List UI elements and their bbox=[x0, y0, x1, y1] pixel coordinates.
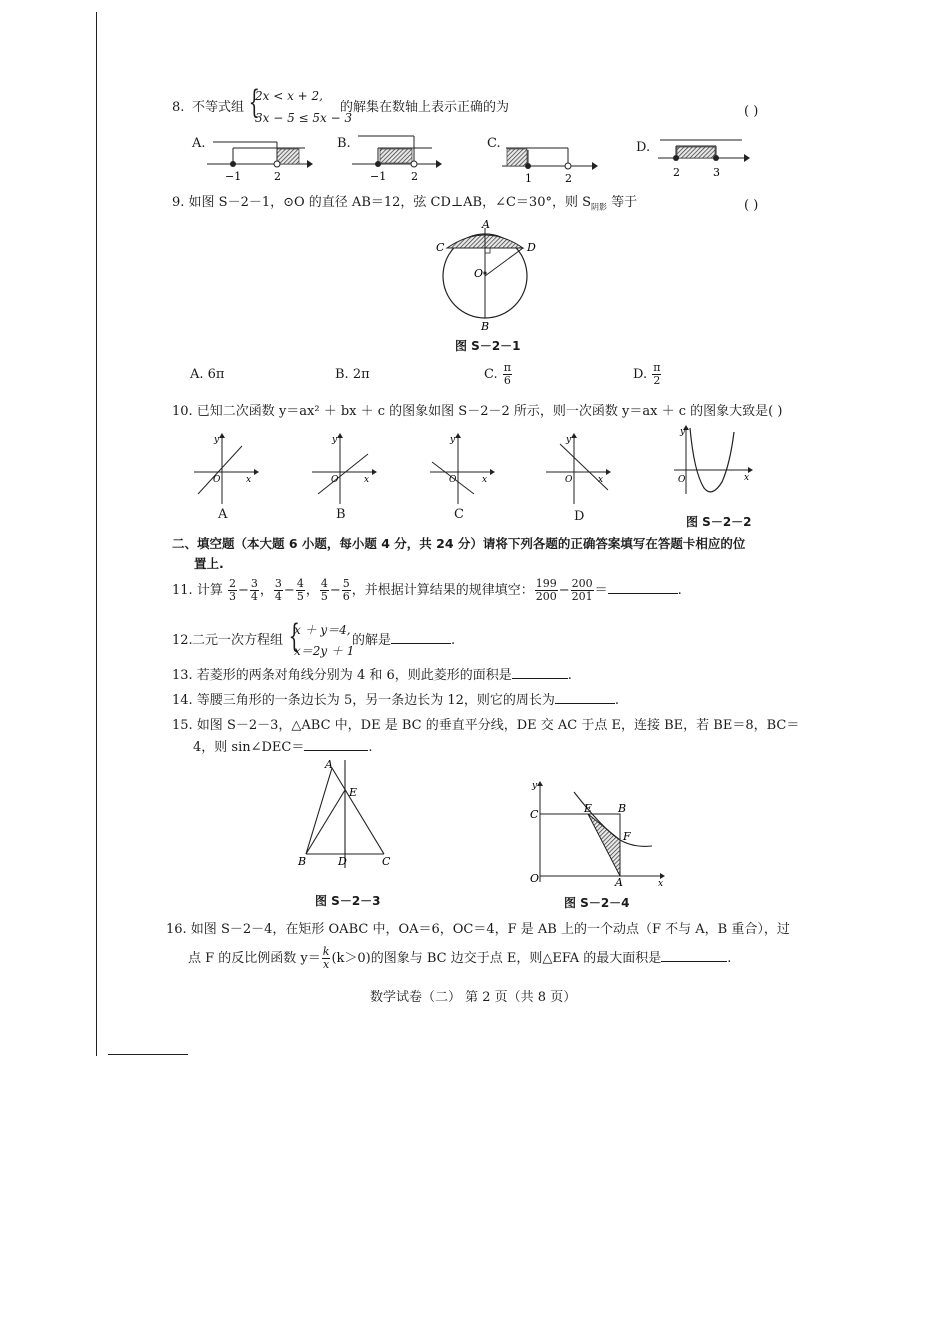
q9-d-den: 2 bbox=[653, 374, 661, 387]
q9-circle-figure bbox=[430, 218, 550, 334]
q11-f3d: 4 bbox=[274, 590, 282, 603]
q8-option-a-numberline bbox=[205, 140, 315, 186]
q8-eq1: 2x < x + 2, bbox=[255, 89, 323, 103]
q15-label-e: E bbox=[349, 786, 358, 799]
q9-c-den: 6 bbox=[503, 374, 511, 387]
q8-option-c-label: C. bbox=[487, 136, 501, 151]
q10-c-y: y bbox=[450, 435, 456, 445]
q16-label-o: O bbox=[530, 872, 540, 885]
q10-d-y: y bbox=[566, 435, 572, 445]
q10-a-x: x bbox=[246, 475, 252, 485]
q8-option-b-numberline bbox=[350, 134, 460, 186]
q16-label-c: C bbox=[530, 808, 539, 821]
q16-kx-fraction bbox=[322, 946, 331, 971]
q16-label-a: A bbox=[615, 876, 623, 888]
q9-label-a: A bbox=[482, 218, 490, 231]
q11-g2n: 200 bbox=[571, 577, 593, 590]
q8-option-d-numberline bbox=[652, 136, 762, 182]
q16-label-f: F bbox=[623, 830, 631, 843]
q13-answer-blank[interactable] bbox=[512, 678, 568, 679]
q9-option-a: A. 6π bbox=[190, 367, 225, 382]
q9-option-d bbox=[633, 362, 662, 387]
q10-a-o: O bbox=[213, 475, 221, 485]
q11-number: 11. bbox=[172, 583, 193, 598]
q10-figure-caption: 图 S－2－2 bbox=[686, 515, 752, 529]
q11-f1n: 2 bbox=[228, 577, 236, 590]
q10-graph-a bbox=[192, 432, 260, 506]
q9-d-num: π bbox=[653, 361, 661, 374]
q10-graph-d bbox=[544, 432, 612, 506]
q8-number: 8. bbox=[172, 100, 185, 115]
q8-prefix: 不等式组 bbox=[192, 100, 245, 115]
q11-prefix: 计算 bbox=[196, 583, 223, 598]
q12-brace: { bbox=[288, 617, 300, 655]
q9-option-c bbox=[484, 362, 513, 387]
q9-label-b: B bbox=[481, 320, 490, 333]
q16-label-x: x bbox=[658, 879, 664, 888]
q16-line2b: (k＞0)的图象与 BC 边交于点 E，则△EFA 的最大面积是 bbox=[331, 951, 662, 966]
q10-graph-d-label: D bbox=[574, 509, 585, 524]
q16-k: k bbox=[322, 945, 330, 958]
q15-line2: 4，则 sin∠DEC＝ . bbox=[193, 740, 373, 755]
q16-answer-blank[interactable] bbox=[661, 961, 727, 962]
q10-parabola-y: y bbox=[680, 427, 686, 437]
q9-option-b: B. 2π bbox=[335, 367, 370, 382]
q11-f4d: 5 bbox=[296, 590, 304, 603]
q8-d-tick-left: 2 bbox=[673, 166, 680, 179]
q16-label-y: y bbox=[532, 781, 538, 791]
section2-heading-line1: 二、填空题（本大题 6 小题，每小题 4 分，共 24 分）请将下列各题的正确答案填写在答题卡相应的位 bbox=[172, 536, 746, 551]
q9-c-num: π bbox=[503, 361, 511, 374]
q12-prefix: 二元一次方程组 bbox=[192, 633, 284, 648]
q15-figure-caption: 图 S－2－3 bbox=[315, 894, 381, 908]
q9-option-c-label: C. bbox=[484, 367, 498, 382]
q8-brace: { bbox=[248, 83, 260, 121]
q10-b-x: x bbox=[364, 475, 370, 485]
q11-f6n: 5 bbox=[342, 577, 350, 590]
q8-d-tick-right: 3 bbox=[713, 166, 720, 179]
q8-answer-paren: ( ) bbox=[744, 104, 759, 119]
q8-option-b-label: B. bbox=[337, 136, 351, 151]
q11: 11. 计算 $\frac{2}{3}$ − $\frac{3}{4}$ ， $\frac{3}{4}$ − $\frac{4}{5}$ ， $\frac{4}{5}$ − $\frac{5}{6}$ ，并根据计算结果的规律填空： $\frac{199}{200}$ − $\frac{200}{201}$ ＝ . bbox=[172, 577, 682, 603]
q11-f1d: 3 bbox=[228, 590, 236, 603]
q12-eq2: x＝2y ＋ 1 bbox=[294, 644, 355, 658]
q9-option-d-label: D. bbox=[633, 367, 648, 382]
q8-a-tick-right: 2 bbox=[274, 170, 281, 183]
q12-eq1: x ＋ y＝4, bbox=[294, 623, 351, 637]
q16-line2: 点 F 的反比例函数 y＝ $\frac{k}{x}$ (k＞0)的图象与 BC 边交于点 E，则△EFA 的最大面积是 . bbox=[188, 945, 732, 971]
q9-text-main: 9. 如图 S－2－1，⊙O 的直径 AB＝12，弦 CD⊥AB，∠C＝30°，则 S bbox=[172, 195, 592, 210]
q10-c-o: O bbox=[449, 475, 457, 485]
q9-label-c: C bbox=[436, 241, 445, 254]
q9-text-tail: 等于 bbox=[607, 195, 638, 210]
q9-option-c-fraction bbox=[503, 362, 512, 387]
q10-graph-c-label: C bbox=[454, 507, 464, 522]
q12-number: 12. bbox=[172, 633, 193, 648]
q11-g2d: 201 bbox=[571, 590, 593, 603]
q9-label-d: D bbox=[527, 241, 536, 254]
q11-f3n: 3 bbox=[274, 577, 282, 590]
q16-x: x bbox=[322, 958, 330, 971]
q15-label-b: B bbox=[298, 855, 307, 868]
q10-parabola-figure bbox=[672, 424, 756, 496]
q11-f4n: 4 bbox=[296, 577, 304, 590]
q12-answer-blank[interactable] bbox=[391, 643, 451, 644]
q12-tail: 的解是 . bbox=[352, 633, 456, 648]
q9-label-o: O bbox=[474, 267, 484, 280]
q14: 14. 等腰三角形的一条边长为 5，另一条边长为 12，则它的周长为 . bbox=[172, 693, 620, 708]
q10-graph-b bbox=[310, 432, 378, 506]
page-footer: 数学试卷（二） 第 2 页（共 8 页） bbox=[370, 990, 577, 1005]
q16-label-e: E bbox=[584, 802, 593, 815]
q11-f2n: 3 bbox=[250, 577, 258, 590]
q15-label-d: D bbox=[338, 855, 347, 868]
q10-text: 10. 已知二次函数 y＝ax² ＋ bx ＋ c 的图象如图 S－2－2 所示，则一次函数 y＝ax ＋ c 的图象大致是( ) bbox=[172, 404, 783, 419]
q9-option-d-fraction bbox=[652, 362, 661, 387]
q8-a-tick-left: −1 bbox=[225, 170, 242, 183]
q16-line1: 16. 如图 S－2－4，在矩形 OABC 中，OA＝6，OC＝4，F 是 AB 上的一个动点（F 不与 A，B 重合），过 bbox=[166, 922, 790, 937]
q9-text bbox=[172, 195, 637, 216]
q13: 13. 若菱形的两条对角线分别为 4 和 6，则此菱形的面积是 . bbox=[172, 668, 572, 683]
q10-d-o: O bbox=[565, 475, 573, 485]
q12-tail-text: 的解是 bbox=[352, 633, 392, 648]
q11-mid: ，并根据计算结果的规律填空： bbox=[351, 583, 534, 598]
q8-suffix: 的解集在数轴上表示正确的为 bbox=[340, 100, 510, 115]
q8-b-tick-left: −1 bbox=[370, 170, 387, 183]
q13-text: 13. 若菱形的两条对角线分别为 4 和 6，则此菱形的面积是 bbox=[172, 668, 512, 683]
q8-eq2: 3x − 5 ≤ 5x − 3 bbox=[255, 111, 353, 125]
q14-answer-blank[interactable] bbox=[555, 703, 615, 704]
q10-graph-c bbox=[428, 432, 496, 506]
q10-d-x: x bbox=[598, 475, 604, 485]
q8-c-tick-left: 1 bbox=[525, 172, 532, 185]
q10-a-y: y bbox=[214, 435, 220, 445]
q15-answer-blank[interactable] bbox=[304, 750, 368, 751]
q10-parabola-x: x bbox=[744, 473, 750, 483]
q14-text: 14. 等腰三角形的一条边长为 5，另一条边长为 12，则它的周长为 bbox=[172, 693, 555, 708]
q8-option-d-label: D. bbox=[636, 140, 651, 155]
q10-b-o: O bbox=[331, 475, 339, 485]
q11-answer-blank[interactable] bbox=[608, 593, 678, 594]
q11-g1n: 199 bbox=[535, 577, 557, 590]
q15-label-c: C bbox=[382, 855, 391, 868]
q8-c-tick-right: 2 bbox=[565, 172, 572, 185]
left-margin-line bbox=[96, 12, 97, 1056]
q16-rectangle-figure bbox=[522, 778, 668, 888]
q11-tail: ＝ bbox=[594, 583, 608, 598]
q15-label-a: A bbox=[325, 758, 333, 771]
q16-line2a: 点 F 的反比例函数 y＝ bbox=[188, 951, 321, 966]
q8-option-c-numberline bbox=[500, 142, 610, 188]
q11-f5n: 4 bbox=[320, 577, 328, 590]
q9-text-sub: 阴影 bbox=[591, 202, 608, 212]
q15-line1: 15. 如图 S－2－3，△ABC 中，DE 是 BC 的垂直平分线，DE 交 AC 于点 E，连接 BE，若 BE＝8，BC＝ bbox=[172, 718, 800, 733]
q11-f5d: 5 bbox=[320, 590, 328, 603]
q9-answer-paren: ( ) bbox=[744, 198, 759, 213]
q15-line2-text: 4，则 sin∠DEC＝ bbox=[193, 740, 305, 755]
bottom-margin-line bbox=[108, 1054, 188, 1055]
q16-figure-caption: 图 S－2－4 bbox=[564, 896, 630, 910]
section2-heading-line2: 置上. bbox=[194, 556, 224, 571]
q11-g1d: 200 bbox=[535, 590, 557, 603]
q10-b-y: y bbox=[332, 435, 338, 445]
q10-graph-b-label: B bbox=[336, 507, 346, 522]
q10-parabola-o: O bbox=[678, 475, 686, 485]
q10-c-x: x bbox=[482, 475, 488, 485]
q10-graph-a-label: A bbox=[218, 507, 228, 522]
q16-label-b: B bbox=[618, 802, 627, 815]
q8-b-tick-right: 2 bbox=[411, 170, 418, 183]
q11-f6d: 6 bbox=[342, 590, 350, 603]
q8-option-a-label: A. bbox=[192, 136, 206, 151]
q11-f2d: 4 bbox=[250, 590, 258, 603]
q9-figure-caption: 图 S－2－1 bbox=[455, 339, 521, 353]
q15-triangle-figure bbox=[294, 758, 404, 870]
